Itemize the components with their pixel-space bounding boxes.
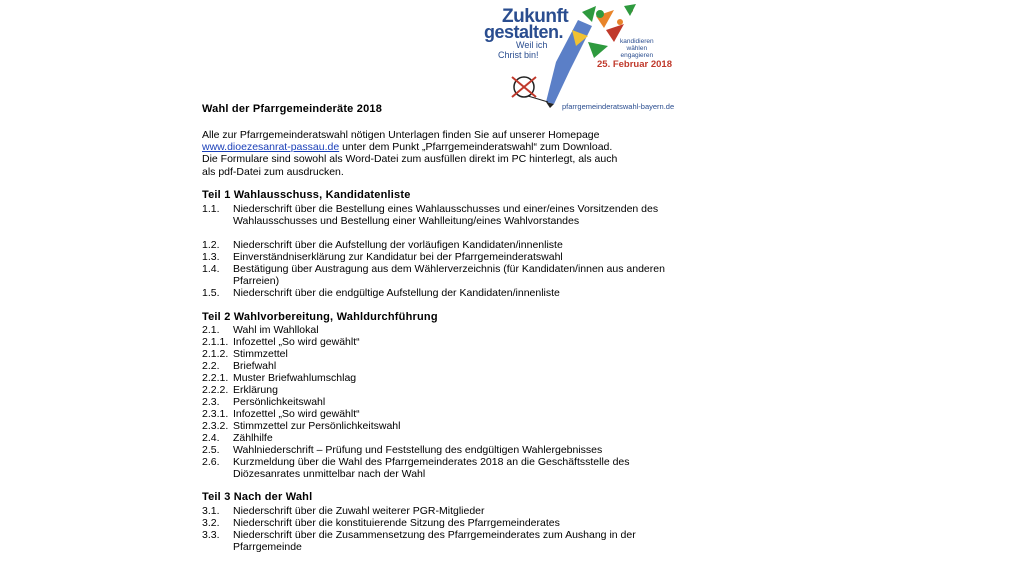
item-text: Einverständniserklärung zur Kandidatur bei der Pfarrgemeinderatswahl [233,251,563,263]
item-number: 3.2. [202,517,220,529]
item-text: Bestätigung über Austragung aus dem Wählerverzeichnis (für Kandidaten/innen aus anderen Pfarreien) [233,263,665,288]
item-text: Kurzmeldung über die Wahl des Pfarrgemeinderates 2018 an die Geschäftsstelle des Diözesanrates unmittelbar nach der Wahl [233,456,630,481]
item-text: Niederschrift über die Aufstellung der vorläufigen Kandidaten/innenliste [233,239,563,251]
item-number: 2.3. [202,396,220,408]
item-text: Erklärung [233,384,278,396]
item-number: 1.1. [202,203,220,215]
item-number: 2.1. [202,324,220,336]
logo-url: pfarrgemeinderatswahl-bayern.de [562,102,675,111]
item-text: Niederschrift über die Bestellung eines Wahlausschusses und einer/eines Vorsitzenden des Wahlausschusses und Bestellung einer Wahlleitung/eines Wahlvorstandes [233,203,659,228]
item-text: Stimmzettel zur Persönlichkeitswahl [233,420,401,432]
item-text: Infozettel „So wird gewählt“ [233,408,360,420]
intro-line-1: Alle zur Pfarrgemeinderatswahl nötigen Unterlagen finden Sie auf unserer Homepage [202,129,600,141]
item-text: Infozettel „So wird gewählt“ [233,336,360,348]
intro-line-4: als pdf-Datei zum ausdrucken. [202,165,344,178]
item-text: Briefwahl [233,360,277,372]
intro-line-3: Die Formulare sind sowohl als Word-Datei zum ausfüllen direkt im PC hinterlegt, als auch [202,153,618,166]
item-number: 1.2. [202,239,220,251]
item-text: Niederschrift über die Zuwahl weiterer PGR-Mitglieder [233,505,485,517]
item-number: 2.3.1. [202,408,229,420]
logo-line-2: gestalten. [484,22,564,42]
section-heading: Teil 1 Wahlausschuss, Kandidatenliste [202,189,411,201]
logo-line-4: Christ bin! [498,50,539,60]
item-number: 3.1. [202,505,220,517]
item-text: Zählhilfe [233,432,273,444]
logo-side-text [620,38,654,59]
section-heading: Teil 3 Nach der Wahl [202,491,313,503]
item-text: Wahlniederschrift – Prüfung und Feststellung des endgültigen Wahlergebnisses [233,444,603,456]
item-text: Niederschrift über die endgültige Aufstellung der Kandidaten/innenliste [233,287,560,299]
item-text: Stimmzettel [233,348,288,360]
item-number: 2.3.2. [202,420,229,432]
item-number: 2.6. [202,456,220,468]
item-text: Niederschrift über die konstituierende Sitzung des Pfarrgemeinderates [233,517,560,529]
intro-line-2 [202,141,702,153]
logo-date: 25. Februar 2018 [597,59,672,70]
item-number: 2.1.2. [202,348,229,360]
item-number: 2.2.2. [202,384,229,396]
item-text: Persönlichkeitswahl [233,396,326,408]
item-number: 1.5. [202,287,220,299]
homepage-link[interactable]: www.dioezesanrat-passau.de [202,141,340,154]
logo-side-2: wählen [626,45,648,52]
item-number: 2.5. [202,444,220,456]
intro-paragraph [202,129,702,178]
item-text: Wahl im Wahllokal [233,324,319,336]
logo-line-3: Weil ich [516,40,548,50]
intro-line-2-rest: unter dem Punkt „Pfarrgemeinderatswahl“ zum Download. [339,141,613,154]
item-number: 2.1.1. [202,336,229,348]
item-number: 1.3. [202,251,220,263]
logo-line-1: Zukunft [502,6,569,27]
item-number: 3.3. [202,529,220,541]
logo-side-3: engagieren [620,52,654,59]
item-text: Niederschrift über die Zusammensetzung des Pfarrgemeinderates zum Aushang in der Pfarrgemeinde [233,529,636,554]
logo-side-1: kandidieren [620,38,654,45]
item-number: 2.2.1. [202,372,229,384]
item-number: 2.4. [202,432,220,444]
document-title: Wahl der Pfarrgemeinderäte 2018 [202,103,383,115]
section-heading: Teil 2 Wahlvorbereitung, Wahldurchführung [202,311,438,323]
item-number: 2.2. [202,360,220,372]
election-logo [484,2,684,112]
item-text: Muster Briefwahlumschlag [233,372,357,384]
item-number: 1.4. [202,263,220,275]
